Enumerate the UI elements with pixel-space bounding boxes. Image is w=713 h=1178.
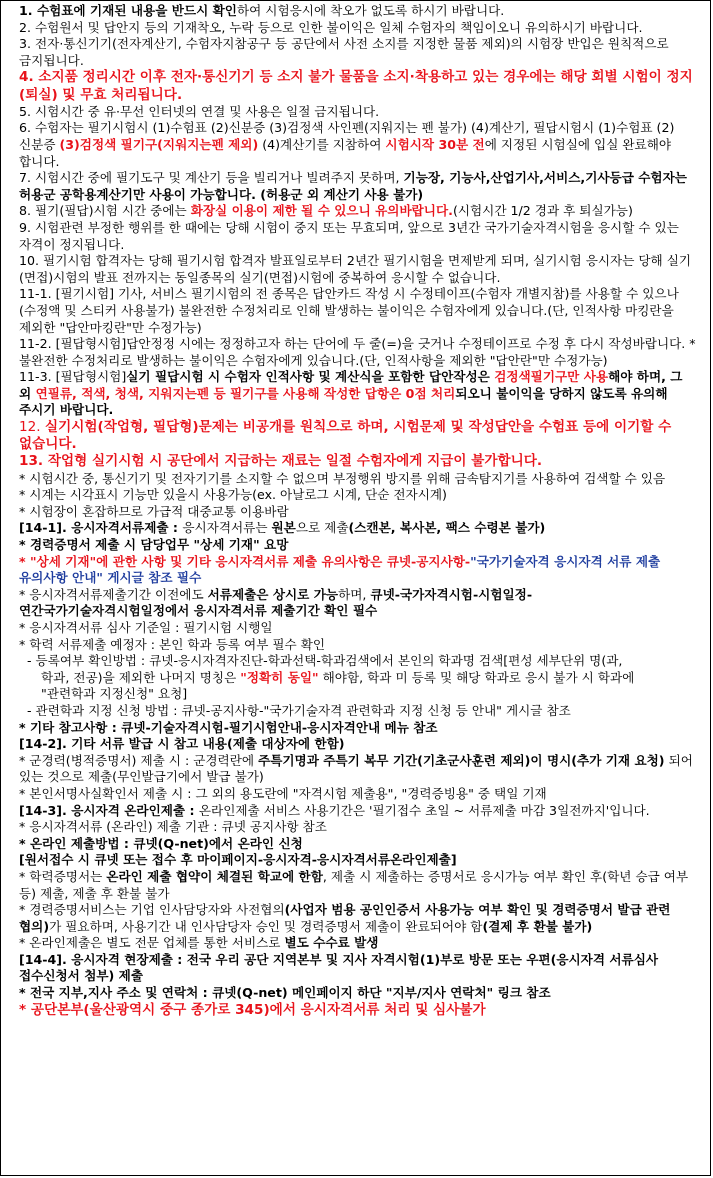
notice-text: [14-2]. 기타 서류 발급 시 참고 내용(제출 대상자에 한함) [19,736,345,752]
notice-text: 연필류, 적색, 청색, 지워지는펜 등 필기구를 사용해 작성한 답항은 0점 처리 [35,385,456,401]
notice-text: 2. 수험원서 및 답안지 등의 기재착오, 누락 등으로 인한 불이익은 일체 수험자의 책임이오니 유의하시기 바랍니다. [19,19,643,35]
notice-c1 [19,537,698,554]
notice-c4 [19,620,698,637]
notice-text: 하여 시험응시에 착오가 없도록 하시기 바랍니다. [236,3,505,18]
notice-text: "국가기술자격 응시자격 서류 제출 유의사항 안내" 게시글 참조 필수 [19,553,661,586]
notice-n11-1 [19,286,698,336]
notice-e6 [19,935,698,952]
notice-text: (3)검정색 필기구(지워지는펜 제외) [59,136,259,152]
notice-text: 해야함, 학과 미 등록 및 해당 학과로 응시 불가 시 학과에 [318,669,635,685]
notice-text: * 시험장이 혼잡하므로 가급적 대중교통 이용바람 [19,503,289,519]
notice-c10 [19,720,698,737]
notice-text: 5. 시험시간 중 유·무선 인터넷의 연결 및 사용은 일절 금지됩니다. [19,103,380,119]
notice-text: * 학력 서류제출 예정자 : 본인 학과 등록 여부 필수 확인 [19,636,326,652]
notice-text: 3. 전자·통신기기(전자계산기, 수험자지참공구 등 공단에서 사전 소지를 지정한 물품 제외)의 시험장 반입은 원칙적으로 금지됩니다. [19,36,669,68]
notice-text: * 전국 지부,지사 주소 및 연락처 : 큐넷(Q-net) 메인페이지 하단 "지부/지사 연락처" 링크 참조 [19,985,551,1001]
notice-text: 검정색필기구만 사용 [494,369,609,385]
notice-text: * 경력증명서비스는 기업 인사담당자와 사전협의 [19,902,285,918]
notice-text: (4)계산기를 지참하여 [258,136,386,152]
notice-text: 화장실 이용이 제한 될 수 있으니 유의바랍니다. [190,203,453,219]
notice-text: * 응시자격서류 (온라인) 제출 기관 : 큐넷 공지사항 참조 [19,819,327,835]
notice-text: [14-4]. 응시자격 현장제출 : 전국 우리 공단 지역본부 및 지사 자격시험(1)부로 방문 또는 우편(응시자격 서류심사 접수신청서 첨부) 제출 [19,951,659,984]
notice-text: 되오니 불이익을 당하지 않도록 유의해 주시기 바랍니다. [19,385,668,418]
notice-n7 [19,170,698,203]
notice-text: * 학력증명서는 [19,868,107,884]
notice-text: 1. [19,3,37,18]
notice-h14-3 [19,803,698,820]
notice-f2 [19,1002,698,1019]
notice-text: * 본인서명사실확인서 제출 시 : 그 외의 용도란에 "자격시험 제출용", "경력증빙용" 중 택일 기재 [19,785,547,801]
notice-c6 [19,653,698,670]
notice-text: (결제 후 환불 불가) [482,918,593,934]
notice-e4 [19,869,698,902]
notice-text: * 온라인 제출방법 : 큐넷(Q-net)에서 온라인 신청 [19,835,303,851]
notice-text: 7. 시험시간 중에 필기도구 및 계산기 등을 빌리거나 빌려주지 못하며, [19,170,404,186]
notice-c8 [19,686,698,703]
notice-list [19,3,698,1019]
notice-text: (스캔본, 복사본, 팩스 수령본 불가) [348,520,546,536]
notice-text: 기능장, 기능사,산업기사,서비스,기사등급 수험자는 허용군 공학용계산기만 사용이 가능합니다. (허용군 외 계산기 사용 불가) [19,170,687,202]
notice-text: [14-3]. 응시자격 온라인제출 : [19,802,199,818]
notice-text: 서류제출은 상시로 가능 [207,586,339,602]
notice-c7 [19,670,698,687]
notice-text: * 응시자격서류 심사 기준일 : 필기시험 시행일 [19,620,273,636]
notice-text: [원서접수 시 큐넷 또는 접수 후 마이페이지-응시자격-응시자격서류온라인제출] [19,852,457,868]
notice-n6 [19,120,698,170]
notice-text: 수험표에 기재된 내용을 반드시 확인 [36,3,237,18]
notice-text: 4. 소지품 정리시간 이후 전자·통신기기 등 소지 불가 물품을 소지·착용하고 있는 경우에는 해당 회별 시험이 정지(퇴실) 및 무효 처리됩니다. [19,69,693,103]
notice-n11-2 [19,336,698,369]
notice-n2 [19,20,698,37]
notice-text: 실기시험(작업형, 필답형)문제는 비공개를 원칙으로 하며, 시험문제 및 작성답안을 수험표 등에 이기할 수 없습니다. [19,419,672,453]
notice-n5 [19,104,698,121]
notice-c5 [19,637,698,654]
notice-text: 하며, [338,586,371,602]
notice-n12 [19,419,698,453]
notice-text: - 관련학과 지정 신청 방법 : 큐넷-공지사항-"국가기술자격 관련학과 지정 신청 등 안내" 게시글 참조 [27,702,571,718]
notice-text: 11-3. [필답형시험] [19,369,127,385]
notice-text: 시험시작 30분 전 [385,136,485,152]
notice-e1 [19,819,698,836]
notice-text: 13. 작업형 실기시험 시 공단에서 지급하는 재료는 일절 수험자에게 지급이 불가합니다. [19,453,543,470]
notice-text: 온라인 제출 협약이 체결된 학교에 한함 [106,868,323,884]
notice-text: * 경력증명서 제출 시 담당업무 "상세 기재" 요망 [19,537,289,553]
notice-text: , 제출 시 제출하는 증명서로 응시가능 여부 확인 후(학년 승급 여부 등) 제출, 제출 후 환불 불가 [19,868,689,901]
notice-e5 [19,902,698,935]
notice-text: 에 지정된 시험실에 입실 완료해야 합니다. [19,136,672,169]
notice-text: 11-1. [필기시험] 기사, 서비스 필기시험의 전 종목은 답안카드 작성 시 수정테이프(수험자 개별지참)를 사용할 수 있으나(수정액 및 스티커 사용불가) 불완전한 수정처리로 인해 발생하는 불이익은 수험자에게 있습니다.(단, 인적사항 마킹란을 제외한 "답안마킹란"만 수정가능) [19,286,679,335]
notice-text: "정확히 동일" [240,669,319,685]
notice-e3 [19,852,698,869]
notice-text: * 군경력(병적증명서) 제출 시 : 군경력란에 [19,752,259,768]
notice-text: * 응시자격서류제출기간 이전에도 [19,586,208,602]
notice-c9 [19,703,698,720]
notice-text: 실기 필답시험 시 수험자 인적사항 및 계산식을 포함한 답안작성은 [126,369,495,385]
notice-text: 8. 필기(필답)시험 시간 중에는 [19,203,191,219]
notice-c2 [19,554,698,587]
notice-text: 온라인제출 서비스 사용기간은 '필기접수 초일 ~ 서류제출 마감 3일전까지'입니다. [198,802,650,818]
notice-text: 되어 있는 것으로 제출(무인발급기에서 발급 불가) [19,752,693,785]
notice-h14-1 [19,520,698,537]
notice-s2 [19,487,698,504]
notice-text: 10. 필기시험 합격자는 당해 필기시험 합격자 발표일로부터 2년간 필기시험을 면제받게 되며, 실기시험 응시자는 당해 실기(면접)시험의 발표 전까지는 동일종목의 실기(면접)시험에 중복하여 응시할 수 없습니다. [19,253,692,285]
notice-n9 [19,220,698,253]
notice-s3 [19,504,698,521]
notice-n8 [19,203,698,220]
notice-text: 큐넷-국가자격시험-시험일정-연간국가기술자격시험일정에서 응시자격서류 제출기간 확인 필수 [19,586,533,619]
notice-text: - 등록여부 확인방법 : 큐넷-응시자격자진단-학과선택-학과검색에서 본인의 학과명 검색[편성 세부단위 명(과, [27,653,623,669]
notice-text: * 시험시간 중, 통신기기 및 전자기기를 소지할 수 없으며 부정행위 방지를 위해 금속탐지기를 사용하여 검색할 수 있음 [19,470,666,486]
notice-text: (시험시간 1/2 경과 후 퇴실가능) [452,203,633,219]
notice-text: 별도 수수료 발생 [284,935,379,951]
notice-text: 해야 하며, 그 외 [19,369,683,401]
notice-text: * 온라인제출은 별도 전문 업체를 통한 서비스로 [19,935,285,951]
notice-text: 가 필요하며, 사용기간 내 인사담당자 승인 및 경력증명서 제출이 완료되어야 함 [49,918,483,934]
notice-text: 9. 시험관련 부정한 행위를 한 때에는 당해 시험이 중지 또는 무효되며, 앞으로 3년간 국가기술자격시험을 응시할 수 있는 자격이 정지됩니다. [19,219,679,252]
notice-n13 [19,453,698,470]
notice-f1 [19,985,698,1002]
notice-text: "관련학과 지정신청" 요청] [41,686,188,702]
notice-h14-4 [19,952,698,985]
notice-text: * 시계는 시각표시 기능만 있을시 사용가능(ex. 아날로그 시계, 단순 전자시계) [19,487,447,503]
notice-text: 6. 수험자는 필기시험시 (1)수험표 (2)신분증 (3)검정색 사인펜(지워지는 펜 불가) (4)계산기, 필답시험시 (1)수험표 (2)신분증 [19,120,675,152]
notice-text: * "상세 기재"에 관한 사항 및 기타 응시자격서류 제출 유의사항은 큐넷-공지사항- [19,553,471,569]
notice-text: 학과, 전공)을 제외한 나머지 명칭은 [41,669,241,685]
notice-text: 12. [19,419,45,436]
notice-n4 [19,69,698,103]
notice-text: 주특기명과 주특기 복무 기간(기초군사훈련 제외)이 명시(추가 기재 요청) [258,752,665,768]
notice-n1 [19,3,698,20]
notice-text: 11-2. [필답형시험]답안정정 시에는 정정하고자 하는 단어에 두 줄(=)을 긋거나 수정테이프로 수정 후 다시 작성바랍니다. * 불완전한 수정처리로 발생하는 불이익은 수험자에게 있습니다.(단, 인적사항을 제외한 "답안란"만 수정가능) [19,336,696,368]
notice-text: 원본 [271,520,296,536]
notice-h14-2 [19,736,698,753]
notice-e2 [19,836,698,853]
notice-s1 [19,471,698,488]
notice-n11-3 [19,369,698,419]
notice-n3 [19,36,698,69]
notice-text: * 기타 참고사항 : 큐넷-기술자격시험-필기시험안내-응시자격안내 메뉴 참조 [19,719,438,735]
notice-n10 [19,253,698,286]
notice-c3 [19,587,698,620]
notice-text: (사업자 범용 공인인증서 사용가능 여부 확인 및 경력증명서 발급 관련 협의) [19,902,671,934]
notice-text: 으로 제출 [295,520,349,536]
notice-d2 [19,786,698,803]
notice-text: * 공단본부(울산광역시 중구 종가로 345)에서 응시자격서류 처리 및 심사불가 [19,1001,486,1018]
notice-d1 [19,753,698,786]
notice-text: 응시자격서류는 [182,520,272,536]
notice-text: [14-1]. 응시자격서류제출 : [19,520,183,536]
